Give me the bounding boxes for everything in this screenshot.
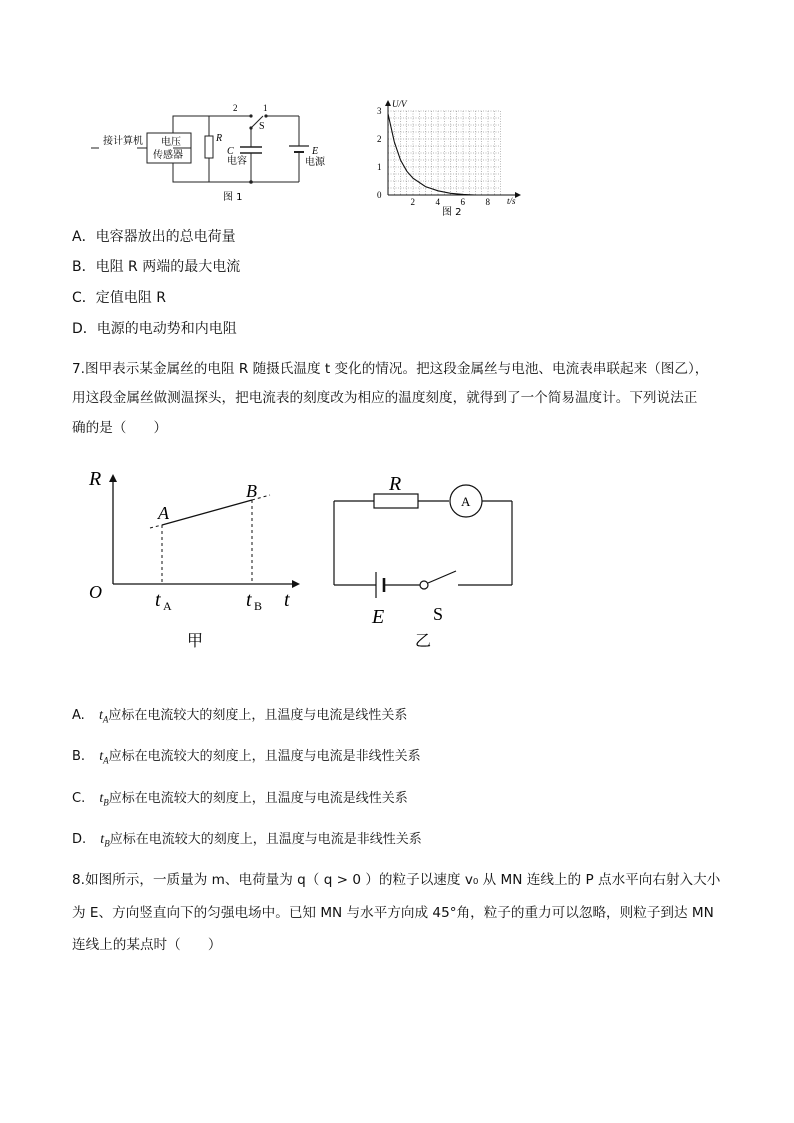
q7-option-d [72,828,422,849]
fig2-ytick-3: 3 [377,106,382,116]
q6-option-c: C．定值电阻 R [72,290,166,306]
q7-stem-line-3: 确的是（ ） [72,420,168,436]
q7-option-a-text: 应标在电流较大的刻度上，且温度与电流是线性关系 [108,708,408,723]
jia-tick-tB: t [246,589,252,611]
q7-stem-line-1: 7.图甲表示某金属丝的电阻 R 随摄氏温度 t 变化的情况。把这段金属丝与电池、电流表串联起来（图乙）， [72,361,709,377]
fig2-xtick-6: 6 [460,197,465,207]
q7-option-d-var: t [100,832,105,847]
yi-resistor-label: R [389,473,402,495]
figure-1-circuit [85,98,345,208]
q8-stem-line-2: 为 E、方向竖直向下的匀强电场中。已知 MN 与水平方向成 45°角，粒子的重力可以忽略，则粒子到达 MN [72,905,714,921]
fig2-xlabel: t/s [507,196,516,206]
fig2-ytick-2: 2 [377,134,382,144]
q7-option-a-sub: A [102,714,109,725]
yi-switch-label: S [433,604,444,624]
q7-option-c-text: 应标在电流较大的刻度上，且温度与电流是线性关系 [108,791,408,806]
q6-option-b: B．电阻 R 两端的最大电流 [72,259,241,275]
switch-label: S [259,121,265,132]
q7-option-c-var: t [99,791,104,806]
q7-option-d-prefix: D. [72,832,87,847]
jia-tick-tA-sub: A [163,599,172,613]
jia-point-A: A [158,503,169,523]
fig2-ytick-0: 0 [377,190,382,200]
q7-option-d-sub: B [104,838,110,849]
q7-option-a-var: t [98,708,103,723]
figure-2-graph [370,98,530,220]
fig1-caption: 图 1 [223,192,243,203]
fig2-xtick-4: 4 [435,197,440,207]
resistor-label: R [216,133,223,144]
yi-switch [428,571,456,583]
sensor-label-2: 传感器 [153,150,183,161]
fig2-xtick-2: 2 [410,197,415,207]
q6-option-a: A．电容器放出的总电荷量 [72,229,236,245]
capacitor-label: 电容 [227,156,247,167]
jia-axis-R: R [89,468,102,490]
jia-caption: 甲 [187,631,204,650]
resistor-symbol [205,136,213,158]
jia-line-AB [162,500,252,525]
yi-caption: 乙 [415,631,432,650]
node-1-label: 1 [263,103,268,113]
q7-option-c-prefix: C. [72,791,86,806]
q6-option-d: D．电源的电动势和内电阻 [72,321,237,337]
q7-option-a-prefix: A. [72,708,85,723]
node-2-label: 2 [233,103,238,113]
figure-jia-R-t-graph [80,460,320,655]
q7-option-b-sub: A [103,755,109,766]
q7-stem-line-2: 用这段金属丝做测温探头，把电流表的刻度改为相应的温度刻度，就得到了一个简易温度计。下列说法正 [72,390,698,406]
source-letter: E [312,146,319,157]
q7-option-b [72,745,421,766]
q7-option-b-var: t [99,749,104,764]
q7-option-c-sub: B [103,797,109,808]
capacitor-letter: C [227,146,234,157]
fig2-ylabel: U/V [392,99,407,109]
figure-yi-circuit [325,468,525,655]
jia-origin: O [89,582,102,602]
fig2-caption: 图 2 [442,207,462,218]
q7-option-a [72,704,407,725]
jia-tick-tB-sub: B [254,599,263,613]
q8-stem-line-1: 8.如图所示，一质量为 m、电荷量为 q（ q > 0 ）的粒子以速度 v₀ 从 MN 连线上的 P 点水平向右射入大小 [72,872,721,888]
jia-axis-t: t [284,589,290,611]
q7-option-b-text: 应标在电流较大的刻度上，且温度与电流是非线性关系 [108,749,421,764]
yi-battery-label: E [372,606,385,628]
jia-point-B: B [246,481,257,501]
q7-option-c [72,787,408,808]
q7-option-b-prefix: B. [72,749,86,764]
source-label: 电源 [305,157,325,168]
fig1-left-label: 接计算机 [103,136,143,147]
yi-ammeter-label: A [461,494,471,509]
yi-resistor [374,494,418,508]
fig2-xtick-8: 8 [485,197,490,207]
q8-stem-line-3: 连线上的某点时（ ） [72,937,222,953]
q7-option-d-text: 应标在电流较大的刻度上，且温度与电流是非线性关系 [109,832,422,847]
sensor-label-1: 电压 [161,137,181,148]
fig2-ytick-1: 1 [377,162,382,172]
fig2-grid [388,111,501,195]
jia-tick-tA: t [155,589,161,611]
